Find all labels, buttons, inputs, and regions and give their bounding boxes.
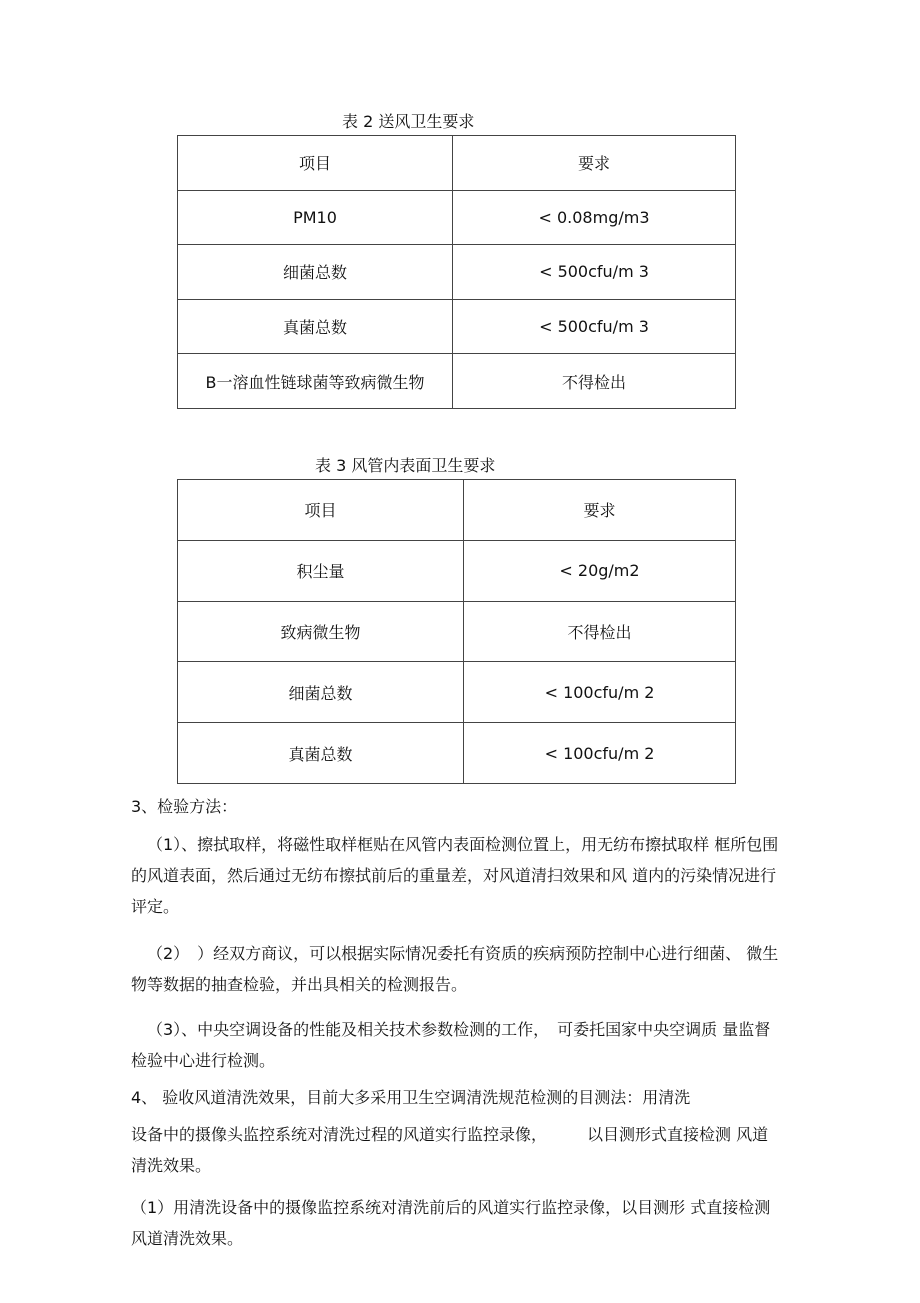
table-cell: 真菌总数 bbox=[178, 299, 453, 354]
paragraph-2: （2） ）经双方商议，可以根据实际情况委托有资质的疾病预防控制中心进行细菌、 微生物等数据的抽查检验，并出具相关的检测报告。 bbox=[131, 944, 779, 994]
paragraph-1: （1）、擦拭取样，将磁性取样框贴在风管内表面检测位置上，用无纺布擦拭取样 框所包围的风道表面，然后通过无纺布擦拭前后的重量差，对风道清扫效果和风 道内的污染情况进行评定。 bbox=[131, 835, 779, 916]
table-header-row bbox=[178, 136, 736, 191]
table-cell: 细菌总数 bbox=[178, 662, 464, 723]
table-header-row bbox=[178, 480, 736, 541]
item4-sub1: （1）用清洗设备中的摄像监控系统对清洗前后的风道实行监控录像，以目测形 式直接检测风道清洗效果。 bbox=[131, 1198, 771, 1248]
table-cell: PM10 bbox=[178, 190, 453, 245]
table3 bbox=[177, 479, 736, 784]
table-cell: 不得检出 bbox=[453, 354, 736, 409]
item4-line1: 4、 验收风道清洗效果，目前大多采用卫生空调清洗规范检测的目测法：用清洗 bbox=[131, 1088, 691, 1107]
table-row bbox=[178, 299, 736, 354]
table-cell: < 500cfu/m 3 bbox=[453, 245, 736, 300]
table2-caption: 表 2 送风卫生要求 bbox=[342, 112, 475, 131]
paragraph-3: （3）、中央空调设备的性能及相关技术参数检测的工作， 可委托国家中央空调质 量监督检验中心进行检测。 bbox=[131, 1020, 771, 1070]
table-header-cell: 项目 bbox=[178, 480, 464, 541]
item4-line2: 设备中的摄像头监控系统对清洗过程的风道实行监控录像， 以目测形式直接检测 风道清洗效果。 bbox=[131, 1125, 769, 1175]
table-cell: < 100cfu/m 2 bbox=[464, 723, 736, 784]
table-cell: B一溶血性链球菌等致病微生物 bbox=[178, 354, 453, 409]
table-row bbox=[178, 354, 736, 409]
table-row bbox=[178, 190, 736, 245]
table-cell: 细菌总数 bbox=[178, 245, 453, 300]
table-cell: 真菌总数 bbox=[178, 723, 464, 784]
table-cell: 不得检出 bbox=[464, 601, 736, 662]
section-heading-3: 3、检验方法： bbox=[131, 797, 238, 816]
table-cell: < 100cfu/m 2 bbox=[464, 662, 736, 723]
table-header-cell: 项目 bbox=[178, 136, 453, 191]
table-header-cell: 要求 bbox=[453, 136, 736, 191]
table-cell: < 500cfu/m 3 bbox=[453, 299, 736, 354]
table-row bbox=[178, 601, 736, 662]
table-row bbox=[178, 245, 736, 300]
table-row bbox=[178, 723, 736, 784]
table-cell: < 20g/m2 bbox=[464, 540, 736, 601]
table-row bbox=[178, 662, 736, 723]
table-cell: 积尘量 bbox=[178, 540, 464, 601]
table-cell: < 0.08mg/m3 bbox=[453, 190, 736, 245]
table-header-cell: 要求 bbox=[464, 480, 736, 541]
table-cell: 致病微生物 bbox=[178, 601, 464, 662]
table2 bbox=[177, 135, 736, 409]
table3-caption: 表 3 风管内表面卫生要求 bbox=[315, 456, 496, 475]
table-row bbox=[178, 540, 736, 601]
